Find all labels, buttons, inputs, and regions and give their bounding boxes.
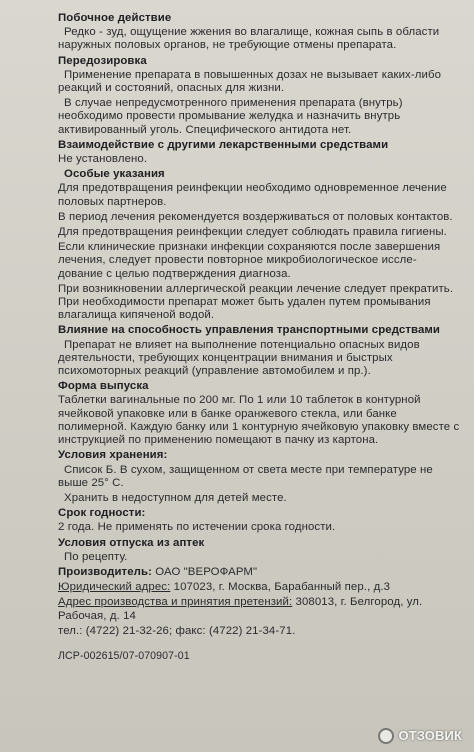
section-manufacturer — [58, 566, 460, 638]
section-interaction — [58, 139, 460, 166]
section-text: При возникновении аллергической реакции лечение следует прекратить. При необходимости препарат может быть удален путем промывания влагалища кипяченой водой. — [58, 282, 454, 322]
registration-number: ЛСР-002615/07-070907-01 — [58, 649, 190, 662]
section-title: Срок годности: — [58, 507, 146, 520]
section-text: Список Б. В сухом, защищенном от света месте при температуре не выше 25° С. — [58, 463, 433, 489]
section-title: Условия хранения: — [58, 449, 168, 462]
section-text: По рецепту. — [64, 550, 128, 563]
manufacturer-name: ОАО "ВЕРОФАРМ" — [155, 565, 258, 578]
section-text: Препарат не влияет на выполнение потенциально опасных видов деятельности, требующих концентрации внимания и быстрых психомоторных реакций (управление автомобилем и пр.). — [58, 338, 420, 378]
phone-fax: тел.: (4722) 21-32-26; факс: (4722) 21-34-71. — [58, 624, 296, 637]
section-text: Применение препарата в повышенных дозах не вызывает каких-либо реакций и состояний, опасных для жизни. — [58, 68, 442, 95]
watermark-text: ОТЗОВИК — [398, 728, 462, 744]
section-driving — [58, 324, 460, 378]
section-text: Не установлено. — [58, 153, 148, 166]
section-text: Хранить в недоступном для детей месте. — [64, 491, 287, 504]
section-text: Таблетки вагинальные по 200 мг. По 1 или 10 таблеток в контурной ячейковой упаковке или в банке оранжевого стекла, или банке полимерной. Каждую банку или 1 контурную ячейковую упаковку вместе с инструкцией по применению помещают в пачку из картона. — [58, 394, 460, 447]
section-shelf-life — [58, 507, 460, 534]
section-title: Влияние на способность управления транспортными средствами — [58, 324, 441, 337]
section-text: В случае непредусмотренного применения препарата (внутрь) необходимо провести промывание желудка и назначить внутрь активированный уголь. Специфического антидота нет. — [58, 97, 403, 136]
section-special-notes — [58, 168, 460, 322]
section-text: Для предотвращения реинфекции необходимо одновременное лечение половых партнеров. — [58, 182, 447, 208]
section-dispensing — [58, 537, 460, 564]
legal-address-label: Юридический адрес: — [58, 581, 171, 594]
section-text: Если клинические признаки инфекции сохраняются после завершения лечения, следует провести повторное микробиологическое иссле-дование с целью подтверждения диагноза. — [58, 241, 441, 280]
section-title: Побочное действие — [58, 12, 172, 24]
section-storage — [58, 449, 460, 505]
legal-address: 107023, г. Москва, Барабанный пер., д.3 — [173, 581, 391, 594]
manufacturer-label: Производитель: — [58, 565, 153, 578]
section-text: 2 года. Не применять по истечении срока годности. — [58, 521, 336, 534]
section-title: Передозировка — [58, 54, 147, 67]
watermark — [378, 728, 462, 744]
logo-icon — [378, 728, 394, 744]
section-title: Форма выпуска — [58, 380, 149, 393]
section-text: Редко - зуд, ощущение жжения во влагалище, кожная сыпь в области наружных половых органов, не требующие отмены препарата. — [58, 26, 440, 52]
section-form — [58, 380, 460, 447]
section-text: Для предотвращения реинфекции следует соблюдать правила гигиены. — [58, 226, 447, 239]
section-title: Взаимодействие с другими лекарственными средствами — [58, 138, 389, 151]
section-title: Условия отпуска из аптек — [58, 536, 205, 549]
section-side-effects — [58, 12, 460, 53]
production-address-label: Адрес производства и принятия претензий: — [58, 596, 293, 609]
section-title: Особые указания — [64, 168, 165, 181]
production-address: 308013, г. Белгород, ул. Рабочая, д. 14 — [58, 596, 423, 622]
section-text: В период лечения рекомендуется воздерживаться от половых контактов. — [58, 210, 453, 223]
section-overdose — [58, 55, 460, 137]
